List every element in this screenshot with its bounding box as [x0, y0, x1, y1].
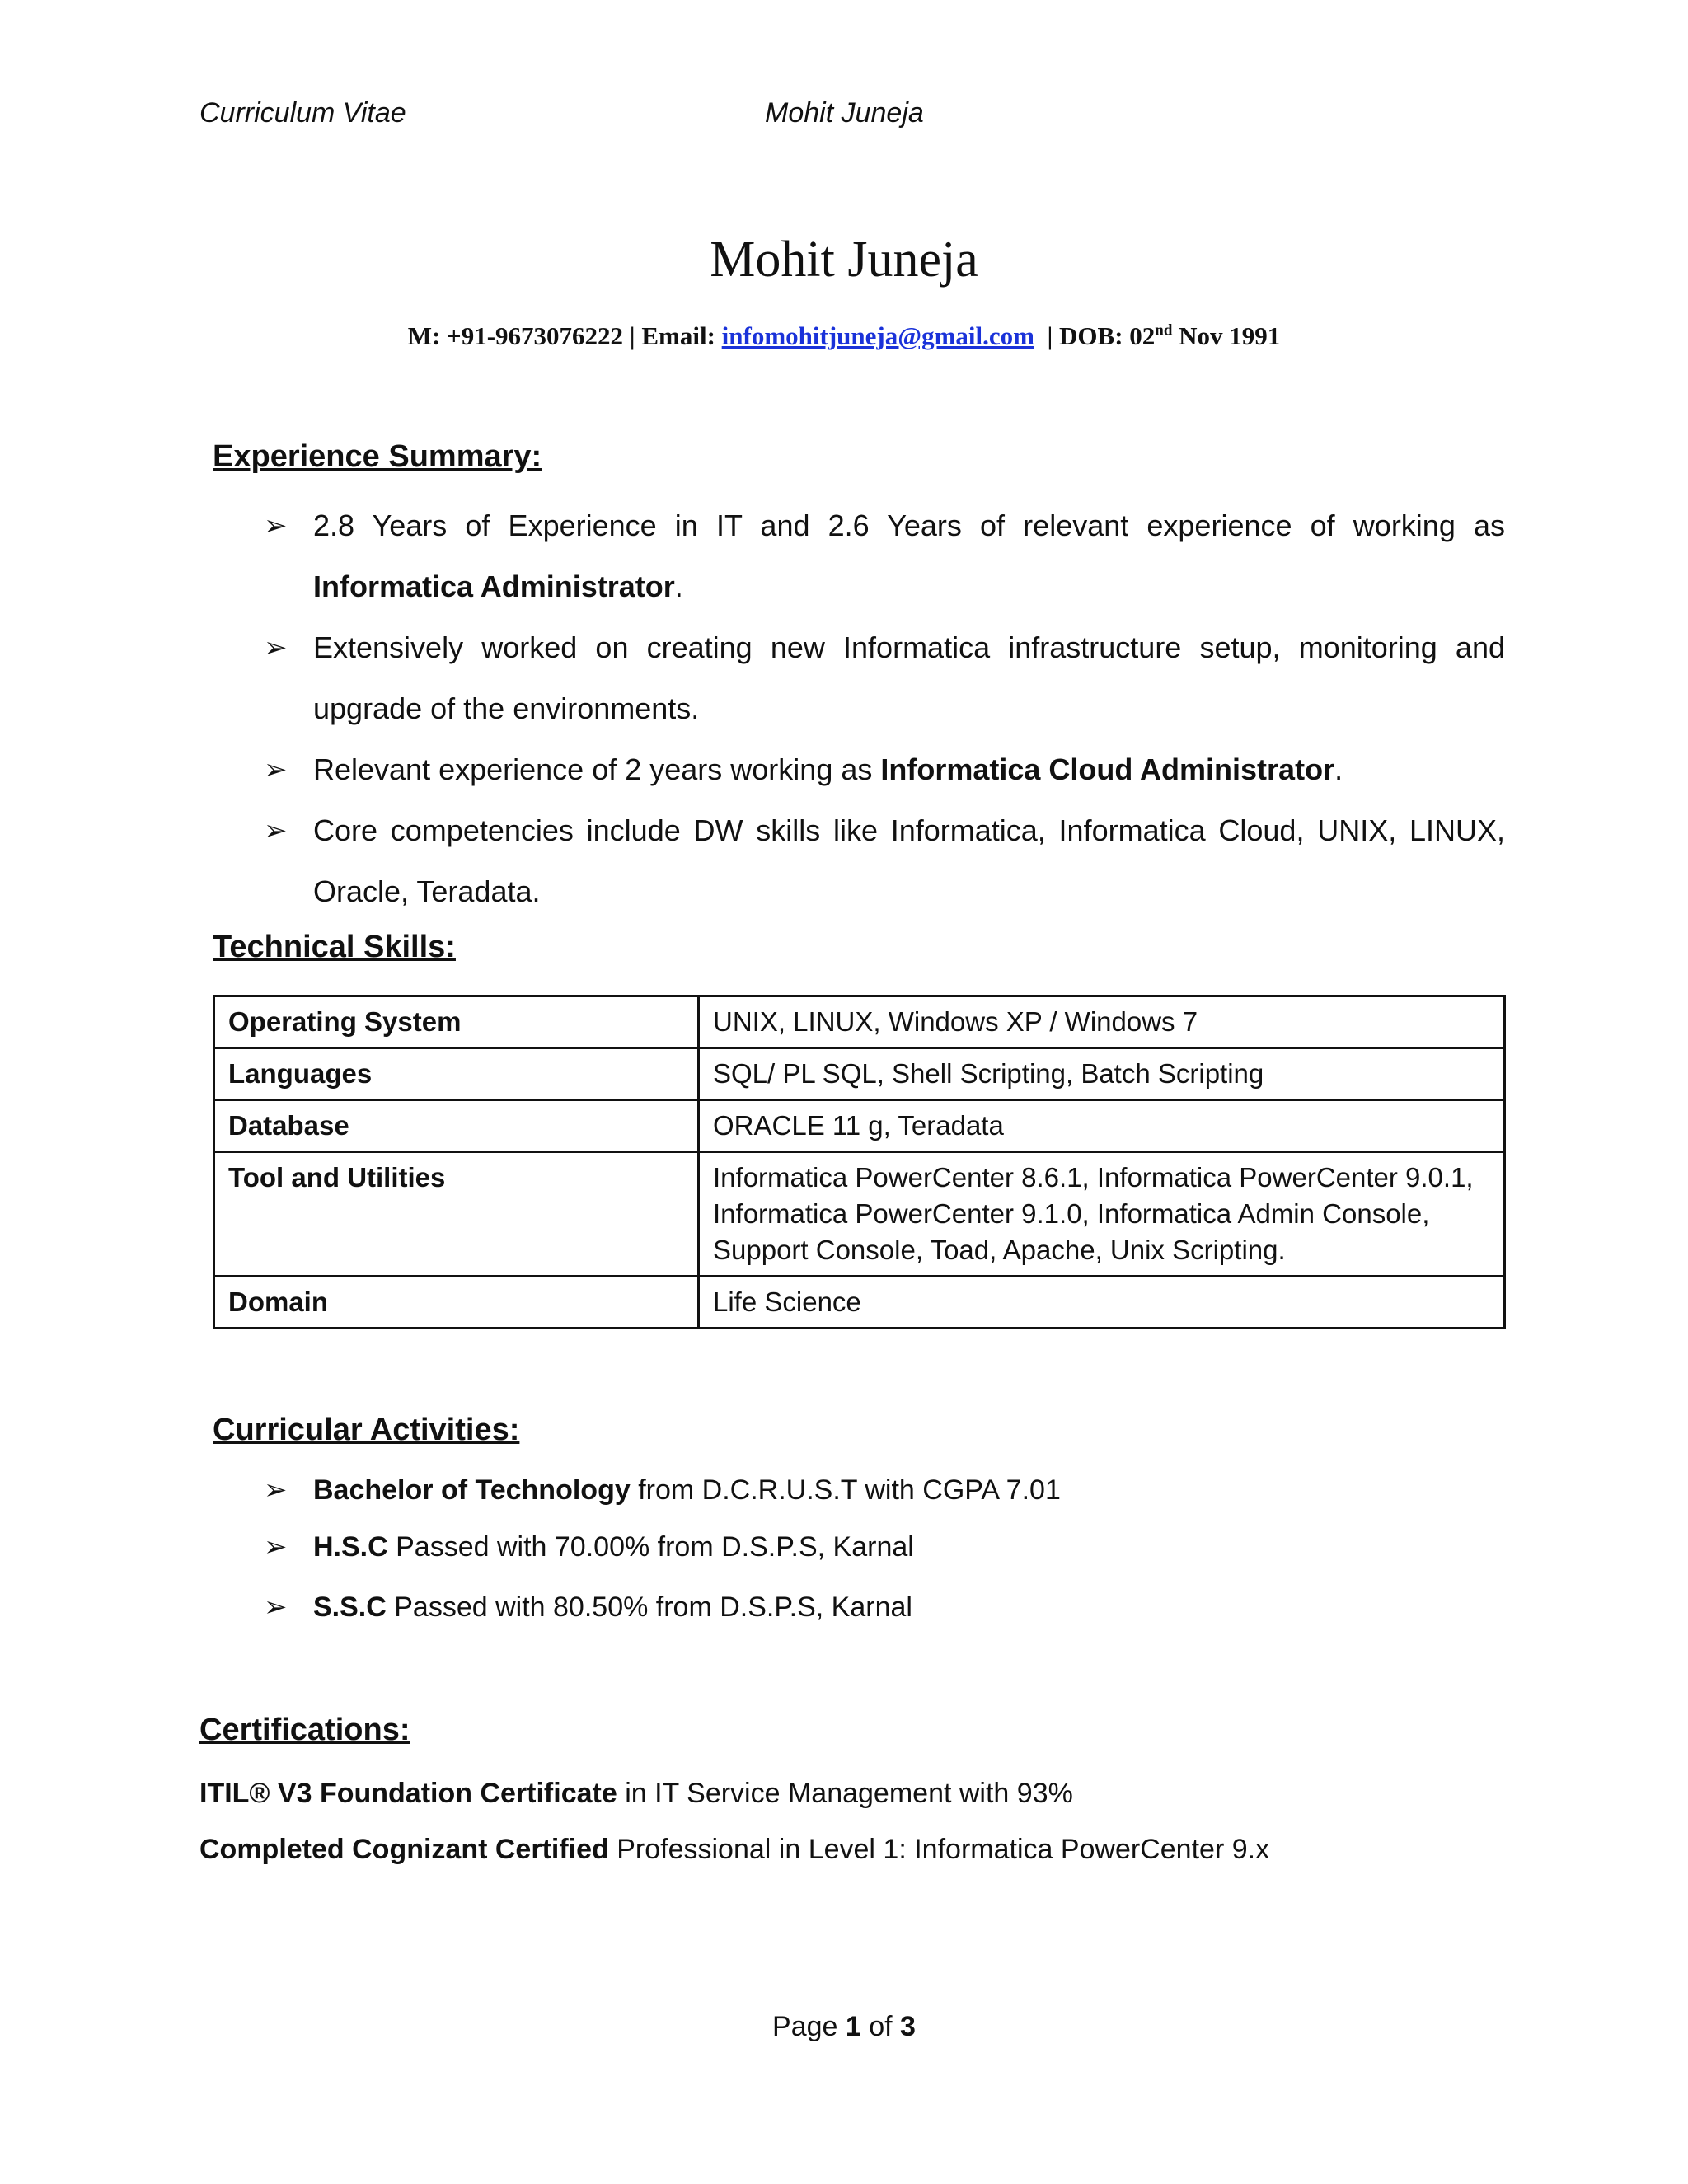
arrow-bullet-icon: ➢ [264, 632, 288, 663]
email-label: Email: [641, 321, 715, 350]
curricular-activities-title: Curricular Activities: [213, 1413, 520, 1447]
certifications-title: Certifications: [199, 1713, 410, 1747]
table-row [214, 1277, 1505, 1329]
list-item: ➢ H.S.C Passed with 70.00% from D.S.P.S, Karnal [264, 1531, 914, 1563]
experience-item: ➢ Core competencies include DW skills like Informatica, Informatica Cloud, UNIX, LINUX, Oracle, Teradata. [264, 800, 1505, 922]
experience-summary-title: Experience Summary: [213, 439, 542, 474]
header-left: Curriculum Vitae [199, 97, 406, 129]
table-row [214, 996, 1505, 1048]
arrow-bullet-icon: ➢ [264, 815, 288, 846]
certification-item: ITIL® V3 Foundation Certificate in IT Service Management with 93% [199, 1778, 1073, 1809]
experience-item: ➢ Extensively worked on creating new Informatica infrastructure setup, monitoring and upgrade of the environments. [264, 617, 1505, 739]
list-item: ➢ S.S.C Passed with 80.50% from D.S.P.S, Karnal [264, 1591, 912, 1623]
skill-key: Database [214, 1100, 699, 1152]
skill-key: Languages [214, 1048, 699, 1100]
dob-label: DOB: [1059, 321, 1123, 350]
list-item: ➢ Bachelor of Technology from D.C.R.U.S.T with CGPA 7.01 [264, 1474, 1061, 1506]
skill-value: SQL/ PL SQL, Shell Scripting, Batch Scripting [699, 1048, 1505, 1100]
skill-value: ORACLE 11 g, Teradata [699, 1100, 1505, 1152]
skill-key: Domain [214, 1277, 699, 1329]
dob-rest: Nov 1991 [1179, 321, 1281, 350]
arrow-bullet-icon: ➢ [264, 1591, 288, 1623]
skill-key: Tool and Utilities [214, 1152, 699, 1277]
skill-value: UNIX, LINUX, Windows XP / Windows 7 [699, 996, 1505, 1048]
mobile-number: +91-9673076222 [447, 321, 624, 350]
header-right: Mohit Juneja [765, 97, 924, 129]
table-row [214, 1048, 1505, 1100]
table-row [214, 1152, 1505, 1277]
dob-day: 02 [1129, 321, 1156, 350]
candidate-name: Mohit Juneja [710, 232, 978, 288]
skill-key: Operating System [214, 996, 699, 1048]
experience-item: ➢ Relevant experience of 2 years working as Informatica Cloud Administrator. [264, 739, 1505, 800]
contact-line: M: +91-9673076222 | Email: infomohitjuneja@gmail.com | DOB: 02nd Nov 1991 [407, 321, 1281, 350]
experience-list [264, 495, 1505, 922]
skill-value: Life Science [699, 1277, 1505, 1329]
certification-item: Completed Cognizant Certified Professional in Level 1: Informatica PowerCenter 9.x [199, 1834, 1270, 1865]
arrow-bullet-icon: ➢ [264, 754, 288, 785]
dob-suffix: nd [1155, 321, 1173, 340]
experience-item: ➢ 2.8 Years of Experience in IT and 2.6 Years of relevant experience of working as Informatica Administrator. [264, 495, 1505, 617]
technical-skills-title: Technical Skills: [213, 930, 456, 964]
arrow-bullet-icon: ➢ [264, 1474, 288, 1506]
skills-table [213, 995, 1506, 1329]
arrow-bullet-icon: ➢ [264, 1531, 288, 1563]
table-row [214, 1100, 1505, 1152]
page-number: Page 1 of 3 [772, 2011, 916, 2042]
email-link[interactable]: infomohitjuneja@gmail.com [721, 321, 1034, 350]
arrow-bullet-icon: ➢ [264, 510, 288, 541]
skill-value: Informatica PowerCenter 8.6.1, Informatica PowerCenter 9.0.1, Informatica PowerCenter 9.1.0, Informatica Admin Console, Support Console, Toad, Apache, Unix Scripting. [699, 1152, 1505, 1277]
mobile-label: M: [407, 321, 441, 350]
